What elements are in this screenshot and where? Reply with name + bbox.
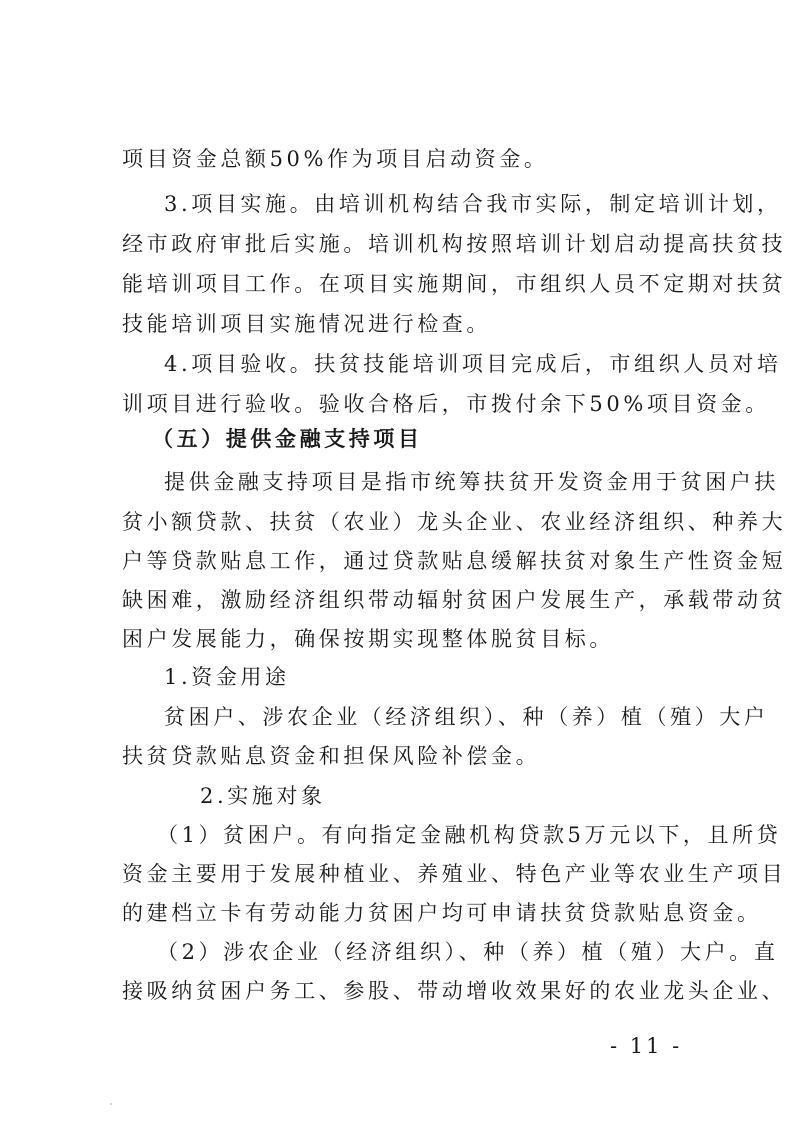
paragraph-line: 的建档立卡有劳动能力贫困户均可申请扶贫贷款贴息资金。 — [122, 901, 762, 925]
page-number: - 11 - — [610, 1034, 683, 1058]
paragraph-line: 提供金融支持项目是指市统筹扶贫开发资金用于贫困户扶 — [164, 470, 779, 494]
subsection-heading: 1.资金用途 — [164, 665, 290, 689]
paragraph-line: 户等贷款贴息工作，通过贷款贴息缓解扶贫对象生产性资金短 — [122, 549, 787, 573]
paragraph-line: 贫困户、涉农企业（经济组织）、种（养）植（殖）大户 — [164, 705, 769, 729]
subsection-heading: 2.实施对象 — [200, 784, 326, 808]
paragraph-line: （2）涉农企业（经济组织）、种（养）植（殖）大户。直 — [157, 940, 779, 964]
paragraph-line: 贫小额贷款、扶贫（农业）龙头企业、农业经济组织、种养大 — [122, 510, 787, 534]
paragraph-line: 缺困难，激励经济组织带动辐射贫困户发展生产，承载带动贫 — [122, 588, 787, 612]
section-heading: （五）提供金融支持项目 — [152, 426, 423, 451]
paragraph-line: （1）贫困户。有向指定金融机构贷款5万元以下，且所贷 — [157, 823, 782, 847]
paragraph-line: 资金主要用于发展种植业、养殖业、特色产业等农业生产项目 — [122, 862, 787, 886]
paragraph-line: 能培训项目工作。在项目实施期间，市组织人员不定期对扶贫 — [122, 272, 787, 296]
paragraph-line: 4.项目验收。扶贫技能培训项目完成后，市组织人员对培 — [164, 352, 782, 376]
paragraph-line: 经市政府审批后实施。培训机构按照培训计划启动提高扶贫技 — [122, 232, 787, 256]
paragraph-line: 扶贫贷款贴息资金和担保风险补偿金。 — [122, 744, 541, 768]
paragraph-line: 3.项目实施。由培训机构结合我市实际，制定培训计划， — [164, 192, 782, 216]
scan-speck — [110, 1103, 112, 1105]
paragraph-line: 技能培训项目实施情况进行检查。 — [122, 312, 491, 336]
paragraph-line: 训项目进行验收。验收合格后，市拨付余下50%项目资金。 — [122, 392, 770, 416]
paragraph-line: 接吸纳贫困户务工、参股、带动增收效果好的农业龙头企业、 — [122, 979, 787, 1003]
paragraph-line: 困户发展能力，确保按期实现整体脱贫目标。 — [122, 627, 614, 651]
paragraph-line: 项目资金总额50%作为项目启动资金。 — [122, 147, 549, 171]
